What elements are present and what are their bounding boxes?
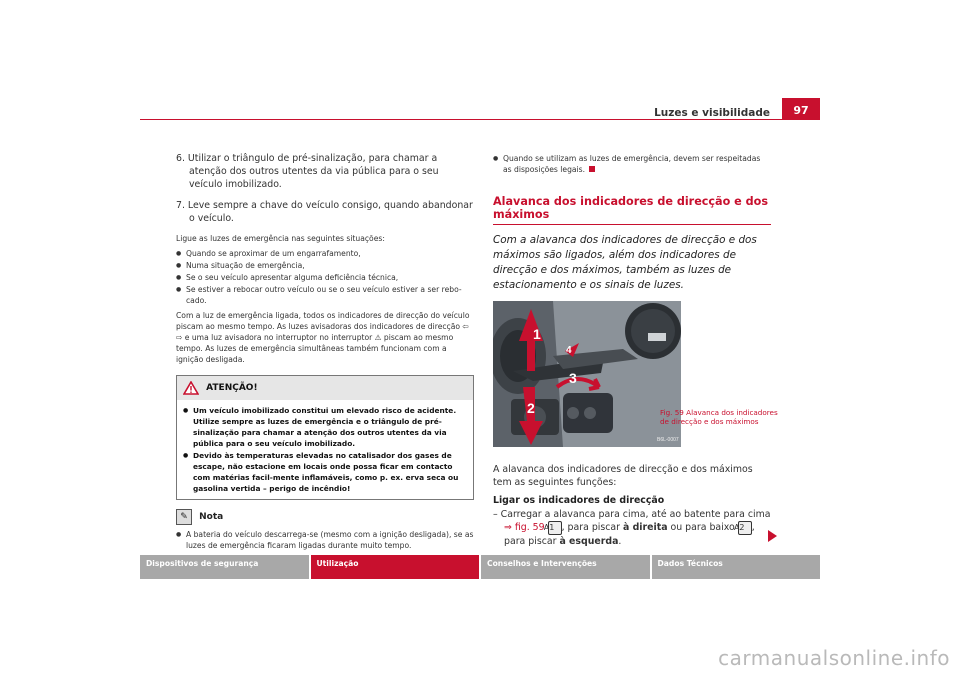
footer-nav: [140, 555, 820, 579]
body-paragraph: A alavanca dos indicadores de direcção e dos máximos tem as seguintes funções:: [493, 464, 753, 488]
note-title: Nota: [199, 512, 224, 522]
warning-box: [176, 375, 474, 500]
lever-illustration: [493, 301, 681, 447]
header-divider: [140, 119, 820, 120]
figure-59: [493, 301, 681, 447]
warning-header: [177, 376, 473, 400]
instruction-text: ou para baixo: [670, 522, 735, 533]
legal-bullet: [493, 153, 771, 175]
tab-utilizacao[interactable]: Utilização: [311, 555, 480, 579]
subheading-turn-signals: Ligar os indicadores de direcção: [493, 495, 665, 506]
left-column: [176, 152, 474, 552]
ref-marker-a1: A1: [548, 521, 562, 535]
right-column: [493, 152, 771, 548]
figure-link[interactable]: ⇒ fig. 59: [504, 522, 545, 533]
step-7: 7. Leve sempre a chave do veículo consigo, quando abandonar o veículo.: [176, 200, 473, 224]
instruction-text: , para piscar: [561, 522, 621, 533]
legal-bullet-text: Quando se utilizam as luzes de emergência, devem ser respeitadas as disposições legais.: [503, 154, 761, 174]
situation-item: ● Se o seu veículo apresentar alguma deficiência técnica,: [176, 272, 474, 283]
direction-left: à esquerda: [559, 536, 619, 547]
next-page-arrow-icon[interactable]: [768, 530, 777, 542]
figure-marker: 2: [527, 400, 535, 416]
warning-item: ● Um veículo imobilizado constitui um elevado risco de acidente. Utilize sempre as luzes de emergência e o triângulo de pré-sinalização para chamar a atenção dos outros utentes da via pública para o seu veículo imobilizado.: [183, 405, 467, 449]
section-divider: [493, 224, 771, 225]
warning-triangle-icon: [183, 381, 199, 395]
tab-dispositivos[interactable]: Dispositivos de segurança: [140, 555, 309, 579]
warning-item: ● Devido às temperaturas elevadas no catalisador dos gases de escape, não estacione em locais onde possa ficar em contacto com matérias facil-mente inflamáveis, como p. ex. erva seca ou gasolina vertida – perigo de incêndio!: [183, 450, 467, 494]
instruction-item: [493, 508, 771, 548]
note-header: [176, 508, 474, 526]
instruction-dash: –: [493, 509, 498, 520]
figure-marker: 3: [569, 370, 577, 386]
situation-item: ● Quando se aproximar de um engarrafamento,: [176, 248, 474, 259]
figure-caption: Fig. 59 Alavanca dos indicadores de direcção e dos máximos: [660, 408, 778, 426]
warning-title: ATENÇÃO!: [206, 383, 258, 393]
instruction-text: , para piscar: [504, 522, 755, 547]
instruction-text: Carregar a alavanca para cima, até ao batente para cima: [500, 509, 771, 520]
step-6: 6. Utilizar o triângulo de pré-sinalização, para chamar a atenção dos outros utentes da via pública para o seu veículo imobilizado.: [176, 153, 439, 190]
chapter-title: Luzes e visibilidade: [654, 107, 770, 119]
direction-right: à direita: [623, 522, 668, 533]
warning-body: [177, 400, 473, 499]
figure-code: B6L-0007: [657, 437, 679, 443]
section-lead: Com a alavanca dos indicadores de direcção e dos máximos são ligados, além dos indicadores de direcção e dos máximos, também as luzes de estacionamento e os sinais de luzes.: [493, 234, 757, 291]
tab-conselhos[interactable]: Conselhos e Intervenções: [481, 555, 650, 579]
hazard-paragraph: Com a luz de emergência ligada, todos os indicadores de direcção do veículo piscam ao mesmo tempo. As luzes avisadoras dos indicadores de direcção ⇦ ⇨ e uma luz avisadora no interruptor no interruptor ⚠ piscam ao mesmo tempo. As luzes de emergência simultâneas também funcionam com a ignição desligada.: [176, 311, 470, 364]
instruction-end: .: [618, 536, 622, 547]
note-icon: ✎: [176, 509, 192, 525]
page-number: 97: [782, 98, 820, 120]
situations-intro: Ligue as luzes de emergência nas seguintes situações:: [176, 234, 385, 243]
watermark: carmanualsonline.info: [718, 646, 950, 670]
situation-item: ● Numa situação de emergência,: [176, 260, 474, 271]
situation-item: ● Se estiver a rebocar outro veículo ou se o seu veículo estiver a ser rebo-cado.: [176, 284, 474, 306]
ref-marker-a2: A2: [738, 521, 752, 535]
note-item: ● A bateria do veículo descarrega-se (mesmo com a ignição desligada), se as luzes de emergência ficaram ligadas durante muito tempo.: [176, 529, 474, 551]
section-title: Alavanca dos indicadores de direcção e dos máximos: [493, 195, 769, 221]
tab-dados[interactable]: Dados Técnicos: [652, 555, 821, 579]
end-marker-icon: [589, 166, 595, 172]
figure-marker: 4: [566, 345, 572, 356]
figure-marker: 1: [533, 326, 541, 342]
